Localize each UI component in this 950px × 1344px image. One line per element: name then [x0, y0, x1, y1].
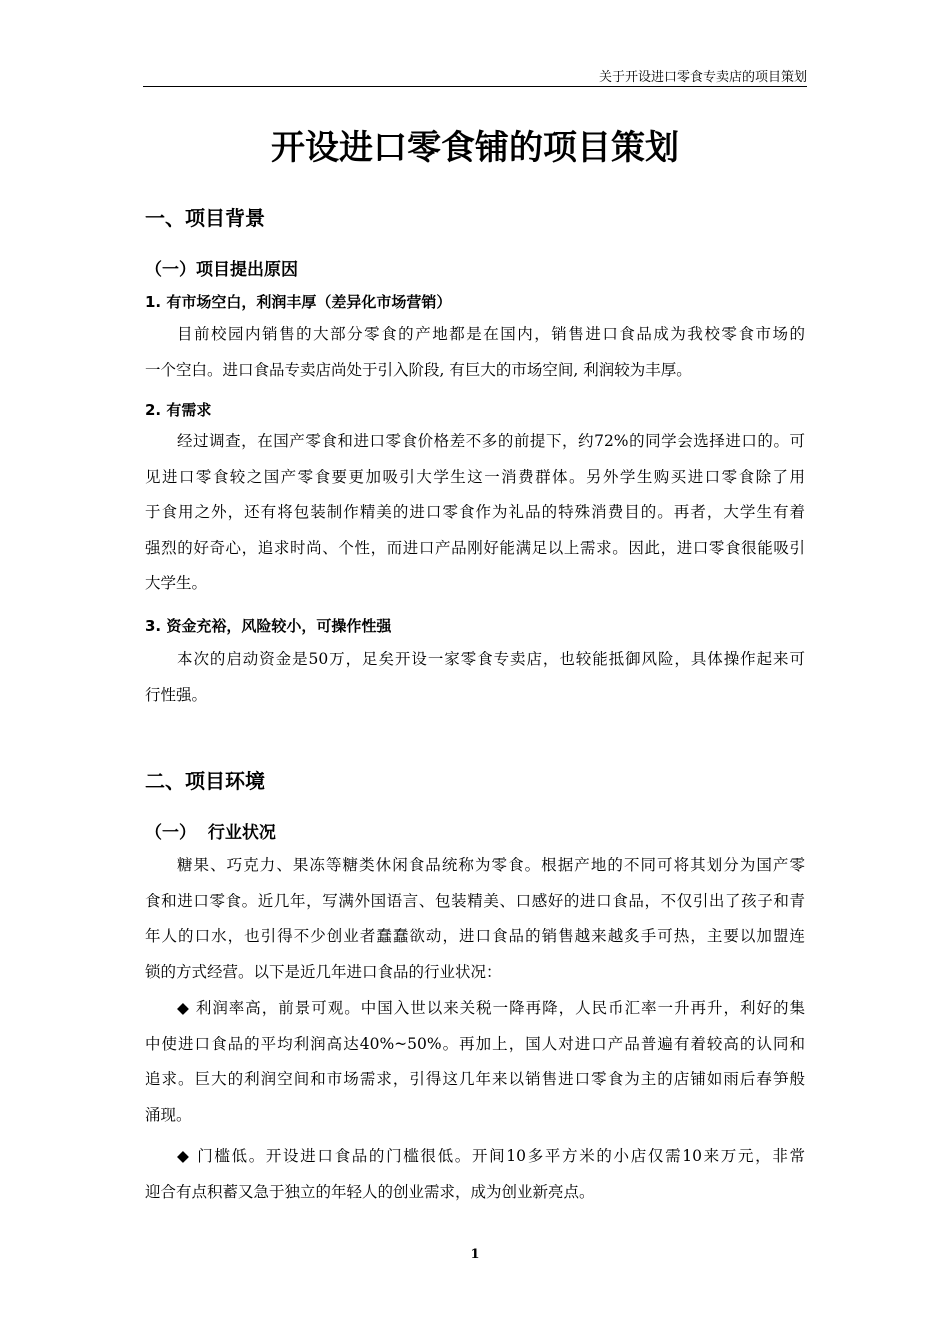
page-number: 1 [470, 1247, 480, 1262]
text-line: 锁的方式经营。以下是近几年进口食品的行业状况： [145, 962, 502, 981]
text-line: 中使进口食品的平均利润高达40%~50%。再加上，国人对进口产品普遍有着较高的认同和 [145, 1034, 805, 1053]
text-line: 迎合有点积蓄又急于独立的年轻人的创业需求，成为创业新亮点。 [145, 1182, 595, 1201]
section-heading-environment: 二、项目环境 [145, 769, 265, 793]
text-line: ◆ 门槛低。开设进口食品的门槛很低。开间10多平方米的小店仅需10来万元，非常 [177, 1147, 805, 1165]
text-line: 一个空白。进口食品专卖店尚处于引入阶段, 有巨大的市场空间, 利润较为丰厚。 [145, 360, 692, 379]
paragraph-funding [145, 642, 805, 713]
bullet-profit [145, 991, 805, 1133]
subsection-heading-reasons: （一）项目提出原因 [145, 260, 298, 280]
text-line: 目前校园内销售的大部分零食的产地都是在国内，销售进口食品成为我校零食市场的 [177, 325, 805, 343]
paragraph-market-gap [145, 317, 805, 388]
text-line: 于食用之外，还有将包装制作精美的进口零食作为礼品的特殊消费目的。再者，大学生有着 [145, 503, 805, 522]
text-line: 食和进口零食。近几年，写满外国语言、包装精美、口感好的进口食品，不仅引出了孩子和青 [145, 891, 805, 910]
paragraph-industry [145, 848, 805, 990]
document-title: 开设进口零食铺的项目策划 [271, 128, 679, 168]
section-heading-background: 一、项目背景 [145, 206, 265, 230]
text-line: 见进口零食较之国产零食要更加吸引大学生这一消费群体。另外学生购买进口零食除了用 [145, 467, 805, 486]
text-line: 涌现。 [145, 1105, 192, 1124]
text-line: 行性强。 [145, 685, 208, 704]
item-heading-2: 2. 有需求 [145, 401, 212, 419]
item-heading-3: 3. 资金充裕，风险较小，可操作性强 [145, 617, 392, 635]
text-line: 大学生。 [145, 574, 208, 593]
text-line: 强烈的好奇心，追求时尚、个性，而进口产品刚好能满足以上需求。因此，进口零食很能吸引 [145, 538, 805, 557]
header-rule [143, 86, 807, 87]
bullet-low-barrier [145, 1139, 805, 1210]
text-line: 年人的口水，也引得不少创业者蠢蠢欲动，进口食品的销售越来越炙手可热，主要以加盟连 [145, 927, 805, 946]
subsection-heading-industry: （一） 行业状况 [145, 823, 276, 843]
running-header: 关于开设进口零食专卖店的项目策划 [598, 70, 807, 85]
text-line: ◆ 利润率高，前景可观。中国入世以来关税一降再降，人民币汇率一升再升，利好的集 [177, 999, 805, 1017]
item-heading-1: 1. 有市场空白，利润丰厚（差异化市场营销） [145, 293, 452, 311]
text-line: 追求。巨大的利润空间和市场需求，引得这几年来以销售进口零食为主的店铺如雨后春笋般 [145, 1070, 805, 1089]
text-line: 本次的启动资金是50万，足矣开设一家零食专卖店，也较能抵御风险，具体操作起来可 [177, 650, 805, 668]
text-line: 糖果、巧克力、果冻等糖类休闲食品统称为零食。根据产地的不同可将其划分为国产零 [177, 856, 805, 874]
text-line: 经过调查，在国产零食和进口零食价格差不多的前提下，约72%的同学会选择进口的。可 [177, 432, 805, 450]
paragraph-demand [145, 424, 805, 602]
